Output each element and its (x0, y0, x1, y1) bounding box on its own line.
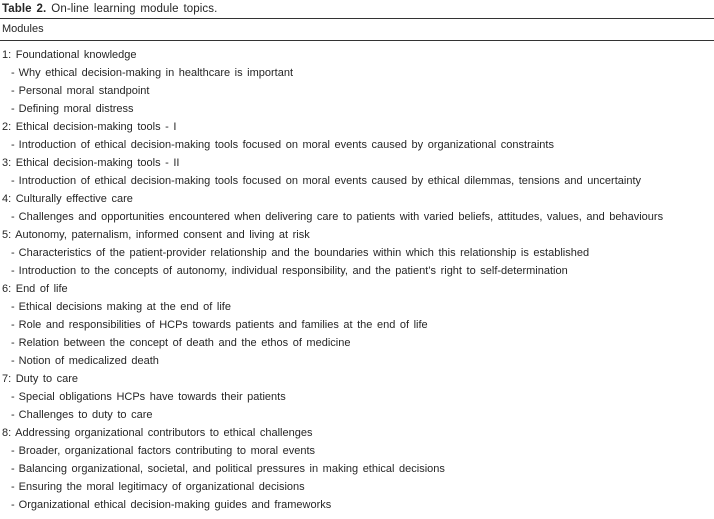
module-title: 1: Foundational knowledge (2, 49, 137, 61)
module-sub-item (2, 298, 714, 316)
table-caption-text: On-line learning module topics. (51, 3, 218, 15)
table-caption-label: Table 2. (2, 3, 47, 15)
dash-marker: - (11, 319, 15, 331)
module-sub-item-text: Relation between the concept of death and the ethos of medicine (18, 337, 351, 349)
module-sub-item-text: Notion of medicalized death (18, 355, 159, 367)
module-sub-item (2, 208, 714, 226)
module-sub-item-text: Organizational ethical decision-making guides and frameworks (18, 499, 332, 511)
module-sub-item-text: Special obligations HCPs have towards their patients (18, 391, 286, 403)
module-title: 8: Addressing organizational contributors to ethical challenges (2, 427, 313, 439)
module-sub-item (2, 406, 714, 424)
dash-marker: - (11, 139, 15, 151)
module-sub-item (2, 64, 714, 82)
module-sub-item-text: Personal moral standpoint (18, 85, 150, 97)
table-caption (0, 0, 714, 18)
dash-marker: - (11, 499, 15, 511)
module-sub-item-text: Introduction to the concepts of autonomy, individual responsibility, and the patient’s right to self-determination (18, 265, 568, 277)
module-sub-item-text: Ensuring the moral legitimacy of organizational decisions (18, 481, 305, 493)
module-sub-item-text: Broader, organizational factors contributing to moral events (18, 445, 316, 457)
dash-marker: - (11, 103, 15, 115)
dash-marker: - (11, 85, 15, 97)
dash-marker: - (11, 445, 15, 457)
module-sub-item (2, 334, 714, 352)
module-sub-item (2, 478, 714, 496)
dash-marker: - (11, 247, 15, 259)
module-sub-item (2, 82, 714, 100)
dash-marker: - (11, 337, 15, 349)
module-sub-item-text: Challenges and opportunities encountered when delivering care to patients with varied beliefs, attitudes, values, and behaviours (18, 211, 664, 223)
table-column-header: Modules (0, 19, 714, 41)
module-title: 4: Culturally effective care (2, 193, 133, 205)
module-sub-item-text: Introduction of ethical decision-making tools focused on moral events caused by ethical dilemmas, tensions and uncertainty (18, 175, 641, 187)
module-title: 3: Ethical decision-making tools - II (2, 157, 180, 169)
dash-marker: - (11, 481, 15, 493)
module-sub-item (2, 172, 714, 190)
module-sub-item-text: Introduction of ethical decision-making tools focused on moral events caused by organizational constraints (18, 139, 554, 151)
dash-marker: - (11, 409, 15, 421)
dash-marker: - (11, 67, 15, 79)
module-title: 6: End of life (2, 283, 68, 295)
module-title: 7: Duty to care (2, 373, 79, 385)
dash-marker: - (11, 463, 15, 475)
module-sub-item (2, 244, 714, 262)
module-sub-item (2, 100, 714, 118)
module-sub-item-text: Role and responsibilities of HCPs towards patients and families at the end of life (18, 319, 428, 331)
dash-marker: - (11, 175, 15, 187)
dash-marker: - (11, 211, 15, 223)
module-sub-item (2, 442, 714, 460)
module-sub-item (2, 460, 714, 478)
module-sub-item-text: Characteristics of the patient-provider relationship and the boundaries within which this relationship is established (18, 247, 590, 259)
module-sub-item (2, 496, 714, 514)
module-sub-item (2, 316, 714, 334)
module-sub-item-text: Challenges to duty to care (18, 409, 153, 421)
module-sub-item-text: Balancing organizational, societal, and political pressures in making ethical decisions (18, 463, 445, 475)
module-sub-item-text: Ethical decisions making at the end of life (18, 301, 231, 313)
module-sub-item (2, 136, 714, 154)
module-sub-item (2, 352, 714, 370)
module-sub-item (2, 262, 714, 280)
dash-marker: - (11, 391, 15, 403)
modules-list (0, 41, 714, 519)
dash-marker: - (11, 355, 15, 367)
module-title: 5: Autonomy, paternalism, informed consent and living at risk (2, 229, 310, 241)
dash-marker: - (11, 265, 15, 277)
dash-marker: - (11, 301, 15, 313)
module-sub-item-text: Defining moral distress (18, 103, 134, 115)
module-sub-item-text: Why ethical decision-making in healthcare is important (18, 67, 294, 79)
module-title: 2: Ethical decision-making tools - I (2, 121, 177, 133)
module-sub-item (2, 388, 714, 406)
